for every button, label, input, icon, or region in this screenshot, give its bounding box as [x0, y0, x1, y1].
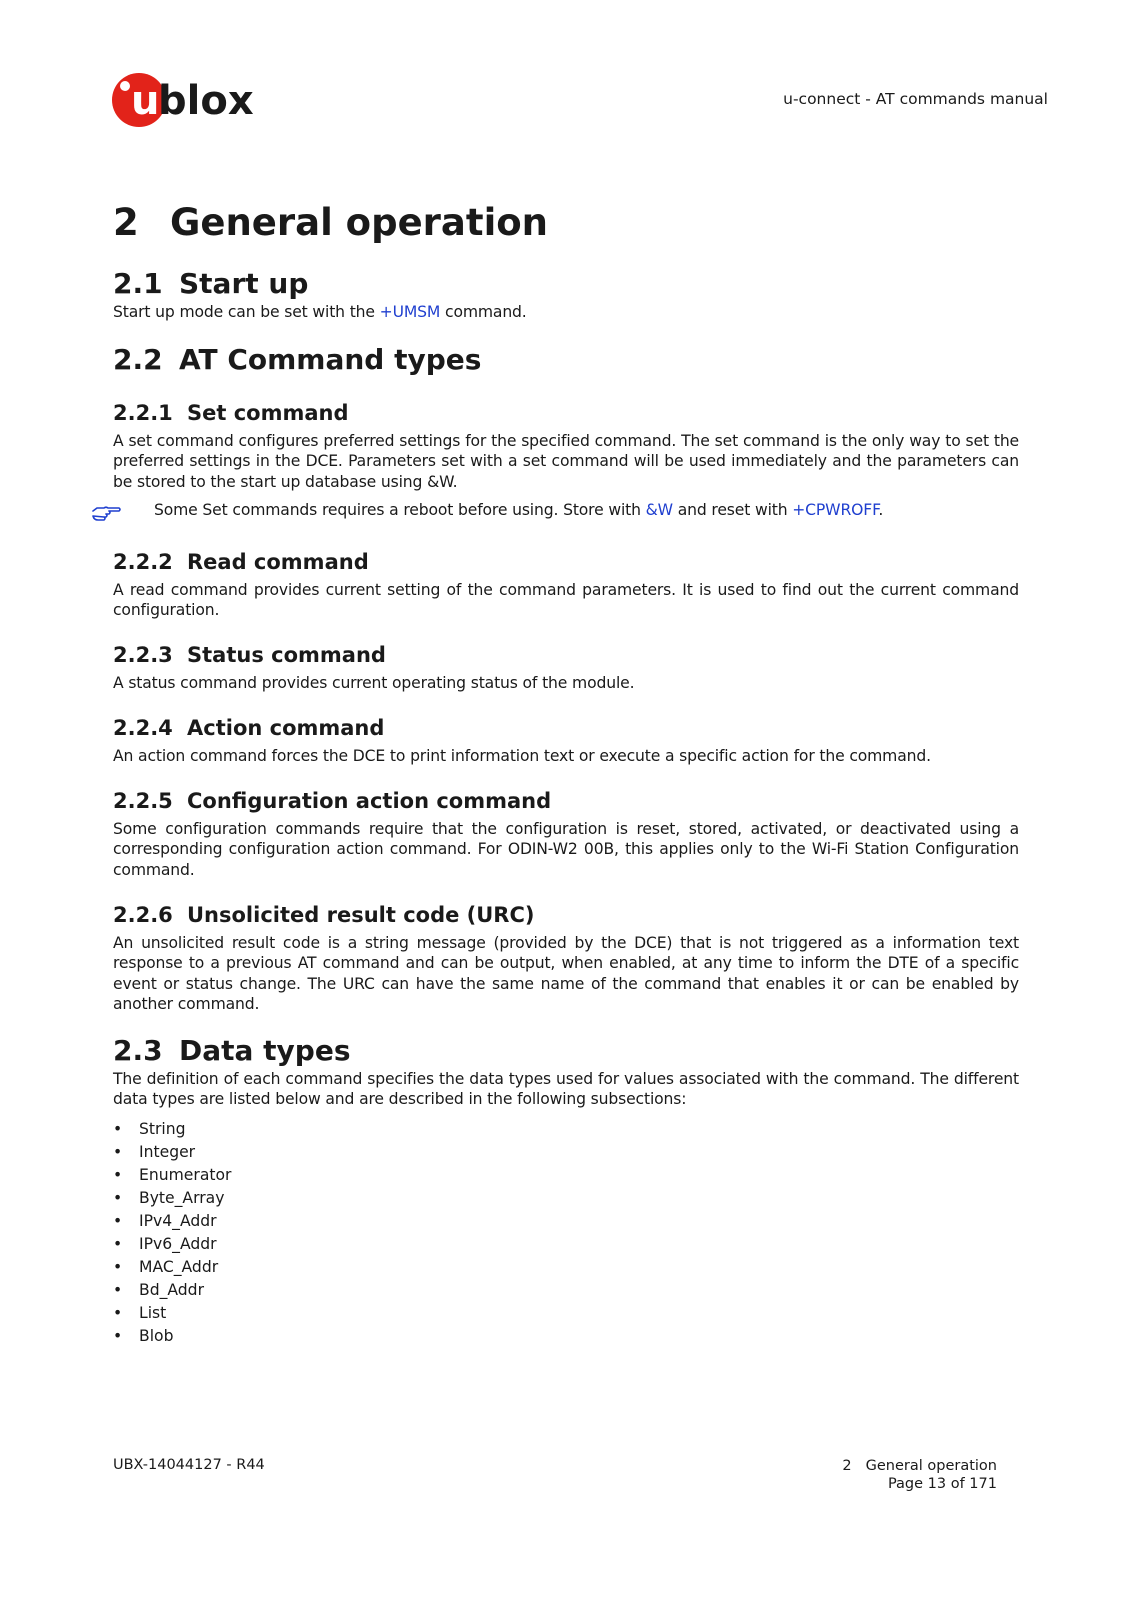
- read-command-paragraph: A read command provides current setting of the command parameters. It is used to find out the current command configuration.: [113, 581, 1019, 620]
- list-item: • Byte_Array: [113, 1189, 225, 1207]
- data-types-paragraph: The definition of each command specifies the data types used for values associated with the command. The different data types are listed below and are described in the following subsections:: [113, 1070, 1019, 1109]
- subsection-title: Configuration action command: [187, 789, 552, 813]
- section-title: Start up: [179, 267, 309, 300]
- list-item: • List: [113, 1304, 167, 1322]
- subsection-title: Read command: [187, 550, 369, 574]
- cpwroff-link[interactable]: +CPWROFF: [792, 501, 879, 519]
- list-item: • IPv6_Addr: [113, 1235, 217, 1253]
- subsection-number: 2.2.6: [113, 903, 173, 927]
- subsection-title: Set command: [187, 401, 349, 425]
- footer-section: 2 General operation: [842, 1458, 997, 1474]
- section-number: 2.3: [113, 1034, 163, 1067]
- data-types-list: [113, 1118, 231, 1348]
- list-item: • Integer: [113, 1143, 196, 1161]
- section-number: 2.2: [113, 343, 163, 376]
- subsection-heading-status-command: [113, 643, 386, 667]
- startup-paragraph: Start up mode can be set with the +UMSM command.: [113, 303, 527, 321]
- section-title: Data types: [179, 1034, 351, 1067]
- subsection-heading-config-command: [113, 789, 551, 813]
- subsection-title: Unsolicited result code (URC): [187, 903, 535, 927]
- footer-page-number: Page 13 of 171: [887, 1476, 997, 1492]
- subsection-title: Status command: [187, 643, 386, 667]
- subsection-heading-set-command: [113, 401, 349, 425]
- note-text: Some Set commands requires a reboot before using. Store with &W and reset with +CPWROFF.: [154, 501, 884, 519]
- subsection-number: 2.2.4: [113, 716, 173, 740]
- list-item: • IPv4_Addr: [113, 1212, 217, 1230]
- status-command-paragraph: A status command provides current operating status of the module.: [113, 674, 635, 692]
- subsection-title: Action command: [187, 716, 385, 740]
- list-item: • Bd_Addr: [113, 1281, 204, 1299]
- svg-text:blox: blox: [158, 78, 254, 124]
- umsm-link[interactable]: +UMSM: [379, 303, 441, 321]
- footer-page-info: [842, 1457, 997, 1493]
- subsection-number: 2.2.5: [113, 789, 173, 813]
- list-item: • MAC_Addr: [113, 1258, 219, 1276]
- document-title: u-connect - AT commands manual: [783, 90, 1048, 108]
- chapter-heading: [113, 201, 548, 244]
- set-command-paragraph: A set command configures preferred settings for the specified command. The set command is the only way to set the preferred settings in the DCE. Parameters set with a set command will be used immediately and the parameters can be stored to the start up database using &W.: [113, 432, 1019, 491]
- list-item: • Enumerator: [113, 1166, 232, 1184]
- section-heading-command-types: [113, 343, 481, 376]
- action-command-paragraph: An action command forces the DCE to print information text or execute a specific action for the command.: [113, 747, 931, 765]
- list-item: • Blob: [113, 1327, 174, 1345]
- list-item: • String: [113, 1120, 186, 1138]
- section-number: 2.1: [113, 267, 163, 300]
- ublox-logo: [112, 73, 254, 127]
- subsection-heading-urc: [113, 903, 534, 927]
- urc-paragraph: An unsolicited result code is a string message (provided by the DCE) that is not triggered as a information text response to a previous AT command and can be output, when enabled, at any time to inform the DTE of a specific event or status change. The URC can have the same name of the command that enables it or can be enabled by another command.: [113, 934, 1019, 1014]
- pointing-hand-icon: [92, 505, 122, 523]
- subsection-number: 2.2.2: [113, 550, 173, 574]
- chapter-title: General operation: [170, 201, 549, 244]
- subsection-heading-read-command: [113, 550, 369, 574]
- footer-doc-id: UBX-14044127 - R44: [113, 1457, 265, 1473]
- subsection-heading-action-command: [113, 716, 384, 740]
- config-command-paragraph: Some configuration commands require that the configuration is reset, stored, activated, or deactivated using a corresponding configuration action command. For ODIN-W2 00B, this applies only to the Wi-Fi Station Configuration command.: [113, 820, 1019, 879]
- chapter-number: 2: [113, 201, 139, 244]
- subsection-number: 2.2.3: [113, 643, 173, 667]
- subsection-number: 2.2.1: [113, 401, 173, 425]
- section-heading-data-types: [113, 1034, 351, 1067]
- svg-text:u: u: [131, 78, 160, 124]
- section-heading-startup: [113, 267, 308, 300]
- section-title: AT Command types: [179, 343, 482, 376]
- store-w-link[interactable]: &W: [645, 501, 673, 519]
